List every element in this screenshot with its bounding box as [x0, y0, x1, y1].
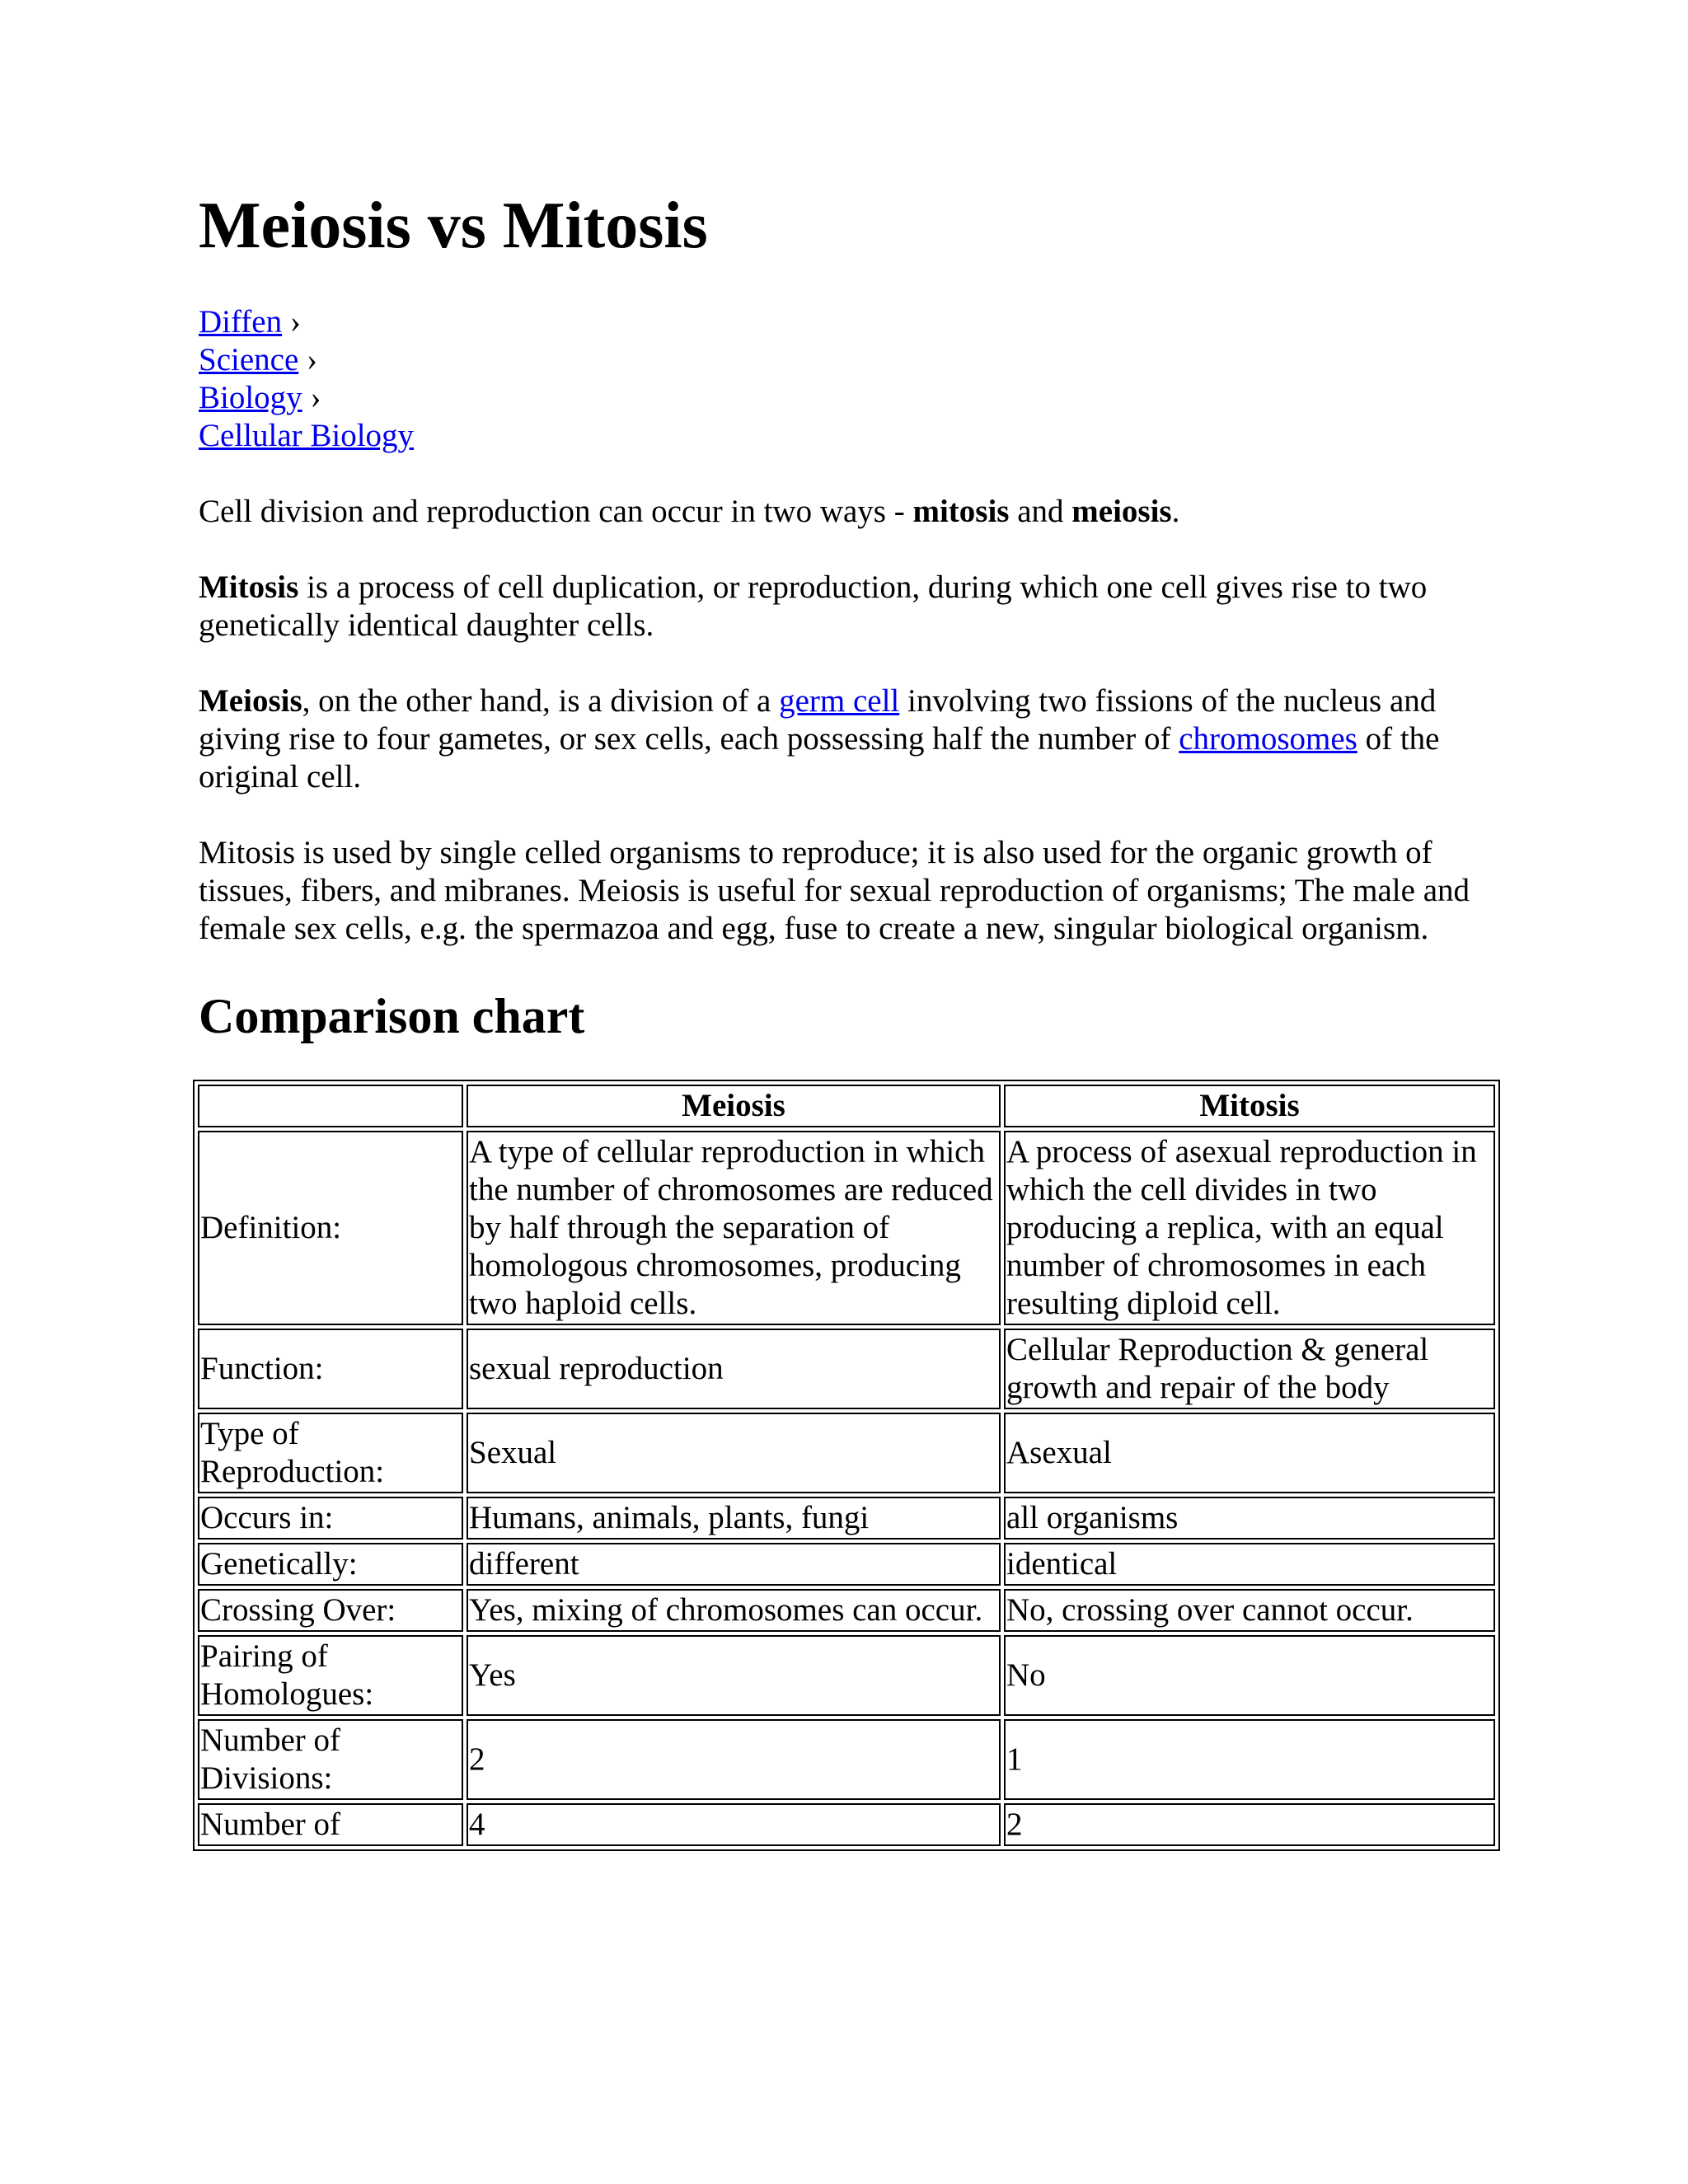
table-cell: 2 [1004, 1803, 1495, 1846]
table-cell: identical [1004, 1543, 1495, 1586]
table-cell: A process of asexual reproduction in which the cell divides in two producing a replica, with an equal number of chromosomes in each resulting diploid cell. [1004, 1131, 1495, 1325]
table-row [198, 1589, 1495, 1632]
mitosis-term: Mitosis [199, 569, 299, 605]
table-row [198, 1719, 1495, 1800]
table-header-cell [198, 1085, 463, 1127]
breadcrumb-item-science [199, 341, 1501, 379]
document-page [199, 190, 1501, 1851]
table-cell: 1 [1004, 1719, 1495, 1800]
chromosomes-link[interactable]: chromosomes [1179, 721, 1357, 757]
table-cell: Sexual [467, 1413, 1001, 1493]
table-row [198, 1413, 1495, 1493]
breadcrumb-item-cellular-biology [199, 417, 1501, 455]
row-label-cell: Genetically: [198, 1543, 463, 1586]
intro-mitosis-bold: mitosis [912, 494, 1010, 529]
meiosis-term: Meiosis [199, 683, 302, 719]
mitosis-paragraph: Mitosis is a process of cell duplication, or reproduction, during which one cell gives rise to two genetically identical daughter cells. [199, 569, 1428, 643]
intro-paragraph: Cell division and reproduction can occur in two ways - mitosis and meiosis. [199, 494, 1180, 529]
breadcrumb-item-diffen [199, 303, 1501, 341]
breadcrumb-link-science[interactable]: Science [199, 342, 299, 377]
table-cell: Humans, animals, plants, fungi [467, 1497, 1001, 1540]
row-label-cell: Crossing Over: [198, 1589, 463, 1632]
table-header-cell: Meiosis [467, 1085, 1001, 1127]
table-cell: all organisms [1004, 1497, 1495, 1540]
table-cell: Yes, mixing of chromosomes can occur. [467, 1589, 1001, 1632]
table-row [198, 1497, 1495, 1540]
table-body [198, 1131, 1495, 1846]
comparison-table [193, 1080, 1500, 1851]
breadcrumb-link-biology[interactable]: Biology [199, 380, 302, 415]
table-header-row [198, 1085, 1495, 1127]
breadcrumb [199, 303, 1501, 455]
table-row [198, 1329, 1495, 1409]
row-label-cell: Number of [198, 1803, 463, 1846]
breadcrumb-item-biology [199, 379, 1501, 417]
intro-meiosis-bold: meiosis [1071, 494, 1172, 529]
table-header-cell: Mitosis [1004, 1085, 1495, 1127]
table-cell: Cellular Reproduction & general growth and repair of the body [1004, 1329, 1495, 1409]
row-label-cell: Type of Reproduction: [198, 1413, 463, 1493]
table-cell: 4 [467, 1803, 1001, 1846]
table-row [198, 1131, 1495, 1325]
table-cell: A type of cellular reproduction in which the number of chromosomes are reduced by half through the separation of homologous chromosomes, producing two haploid cells. [467, 1131, 1001, 1325]
table-row [198, 1543, 1495, 1586]
breadcrumb-link-diffen[interactable]: Diffen [199, 304, 283, 340]
breadcrumb-separator: › [298, 342, 318, 377]
row-label-cell: Pairing of Homologues: [198, 1635, 463, 1716]
table-row [198, 1635, 1495, 1716]
row-label-cell: Function: [198, 1329, 463, 1409]
row-label-cell: Definition: [198, 1131, 463, 1325]
table-cell: Yes [467, 1635, 1001, 1716]
table-cell: sexual reproduction [467, 1329, 1001, 1409]
meiosis-paragraph: Meiosis, on the other hand, is a division of a germ cell involving two fissions of the nucleus and giving rise to four gametes, or sex cells, each possessing half the number of chromosomes of the original cell. [199, 683, 1440, 794]
table-cell: Asexual [1004, 1413, 1495, 1493]
breadcrumb-separator: › [282, 304, 301, 340]
germ-cell-link[interactable]: germ cell [779, 683, 900, 719]
breadcrumb-separator: › [302, 380, 321, 415]
table-cell: No [1004, 1635, 1495, 1716]
row-label-cell: Number of Divisions: [198, 1719, 463, 1800]
table-cell: 2 [467, 1719, 1001, 1800]
page-title: Meiosis vs Mitosis [199, 190, 708, 262]
table-cell: different [467, 1543, 1001, 1586]
table-cell: No, crossing over cannot occur. [1004, 1589, 1495, 1632]
usage-paragraph: Mitosis is used by single celled organisms to reproduce; it is also used for the organic growth of tissues, fibers, and mibranes. Meiosis is useful for sexual reproduction of organisms; The male and female sex cells, e.g. the spermazoa and egg, fuse to create a new, singular biological organism. [199, 835, 1470, 946]
row-label-cell: Occurs in: [198, 1497, 463, 1540]
breadcrumb-link-cellular-biology[interactable]: Cellular Biology [199, 418, 415, 453]
table-row [198, 1803, 1495, 1846]
comparison-heading: Comparison chart [199, 989, 585, 1043]
